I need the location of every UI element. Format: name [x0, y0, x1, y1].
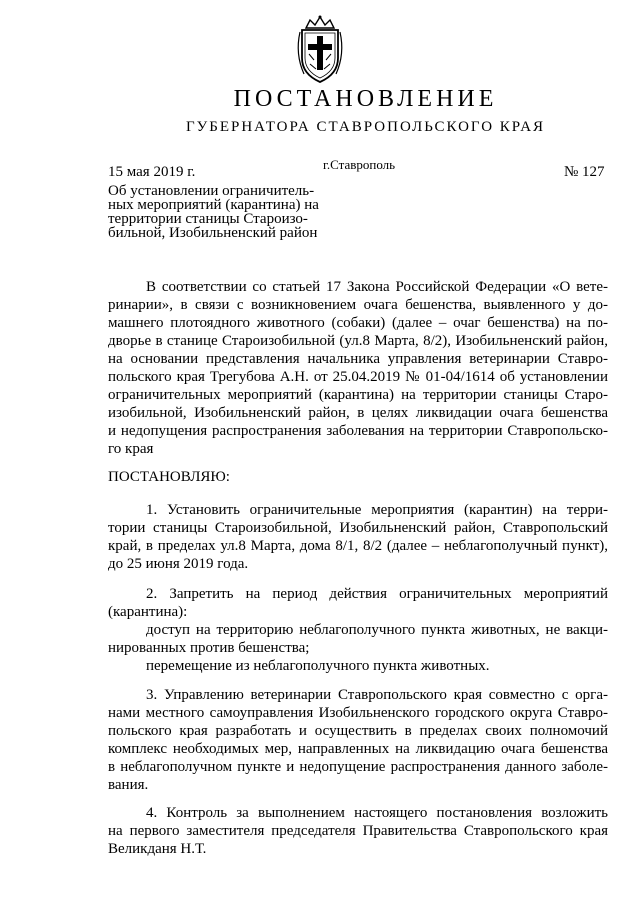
intro-line: ринарии», в связи с возникновением очага бешенства, выявленного у до-: [108, 297, 608, 313]
coat-of-arms-emblem: [294, 14, 346, 86]
intro-paragraph: [108, 278, 608, 458]
item-1-paragraph: [108, 501, 608, 573]
item-line: Великданя Н.Т.: [108, 841, 207, 857]
document-date: 15 мая 2019 г.: [108, 164, 196, 180]
document-number: № 127: [564, 164, 605, 180]
item-line: 4. Контроль за выполнением настоящего постановления возложить: [146, 805, 608, 821]
item-line: до 25 июня 2019 года.: [108, 556, 249, 572]
subject-line: Об установлении ограничитель-: [108, 183, 315, 199]
intro-line: дворье в станице Староизобильной (ул.8 Марта, 8/2), Изобильненский район,: [108, 333, 608, 349]
item-line: край, в пределах ул.8 Марта, дома 8/1, 8/2 (далее – неблагополучный пункт),: [108, 538, 608, 554]
intro-line: польского края Трегубова А.Н. от 25.04.2019 № 01-04/1614 об установлении: [108, 369, 608, 385]
item-line: тории станицы Староизобильной, Изобильненский район, Ставропольский: [108, 520, 608, 536]
document-subject: [108, 184, 328, 240]
item-line: в неблагополучном пункте и недопущение распространения данного заболе-: [108, 759, 608, 775]
item-line: 2. Запретить на период действия ограничительных мероприятий: [146, 586, 608, 602]
intro-line: машнего плотоядного животного (собаки) (далее – очаг бешенства) на по-: [108, 315, 608, 331]
item-subline: доступ на территорию неблагополучного пункта животных, не вакци-: [146, 622, 608, 638]
item-line: комплекс необходимых мер, направленных на ликвидацию очага бешенства: [108, 741, 608, 757]
item-line: на первого заместителя председателя Правительства Ставропольского края: [108, 823, 608, 839]
item-line: 3. Управлению ветеринарии Ставропольского края совместно с орга-: [146, 687, 608, 703]
intro-line: В соответствии со статьей 17 Закона Российской Федерации «О вете-: [146, 279, 608, 295]
decree-word: ПОСТАНОВЛЯЮ:: [108, 469, 230, 485]
item-subline: перемещение из неблагополучного пункта животных.: [146, 658, 490, 674]
item-3-paragraph: [108, 686, 608, 794]
document-issuer: ГУБЕРНАТОРА СТАВРОПОЛЬСКОГО КРАЯ: [185, 119, 546, 135]
item-line: польского края разработать и осуществить в пределах своих полномочий: [108, 723, 608, 739]
intro-line: изобильной, Изобильненский район, в целях ликвидации очага бешенства: [108, 405, 608, 421]
document-city: г.Ставрополь: [323, 157, 396, 172]
item-line: вания.: [108, 777, 149, 793]
item-2-paragraph: [108, 585, 608, 675]
item-line: 1. Установить ограничительные мероприятия (карантин) на терри-: [146, 502, 608, 518]
item-subline: нированных против бешенства;: [108, 640, 310, 656]
item-line: нами местного самоуправления Изобильненского городского округа Ставро-: [108, 705, 608, 721]
item-4-paragraph: [108, 804, 608, 858]
subject-line: ных мероприятий (карантина) на: [108, 197, 319, 213]
intro-line: ограничительных мероприятий (карантина) на территории станицы Старо-: [108, 387, 608, 403]
document-title: ПОСТАНОВЛЕНИЕ: [233, 86, 498, 112]
item-line: (карантина):: [108, 604, 188, 620]
subject-line: территории станицы Староизо-: [108, 211, 308, 227]
intro-line: и недопущения распространения заболевания на территории Ставропольско-: [108, 423, 608, 439]
intro-line: на основании представления начальника управления ветеринарии Ставро-: [108, 351, 608, 367]
subject-line: бильной, Изобильненский район: [108, 225, 318, 241]
intro-line: го края: [108, 441, 154, 457]
